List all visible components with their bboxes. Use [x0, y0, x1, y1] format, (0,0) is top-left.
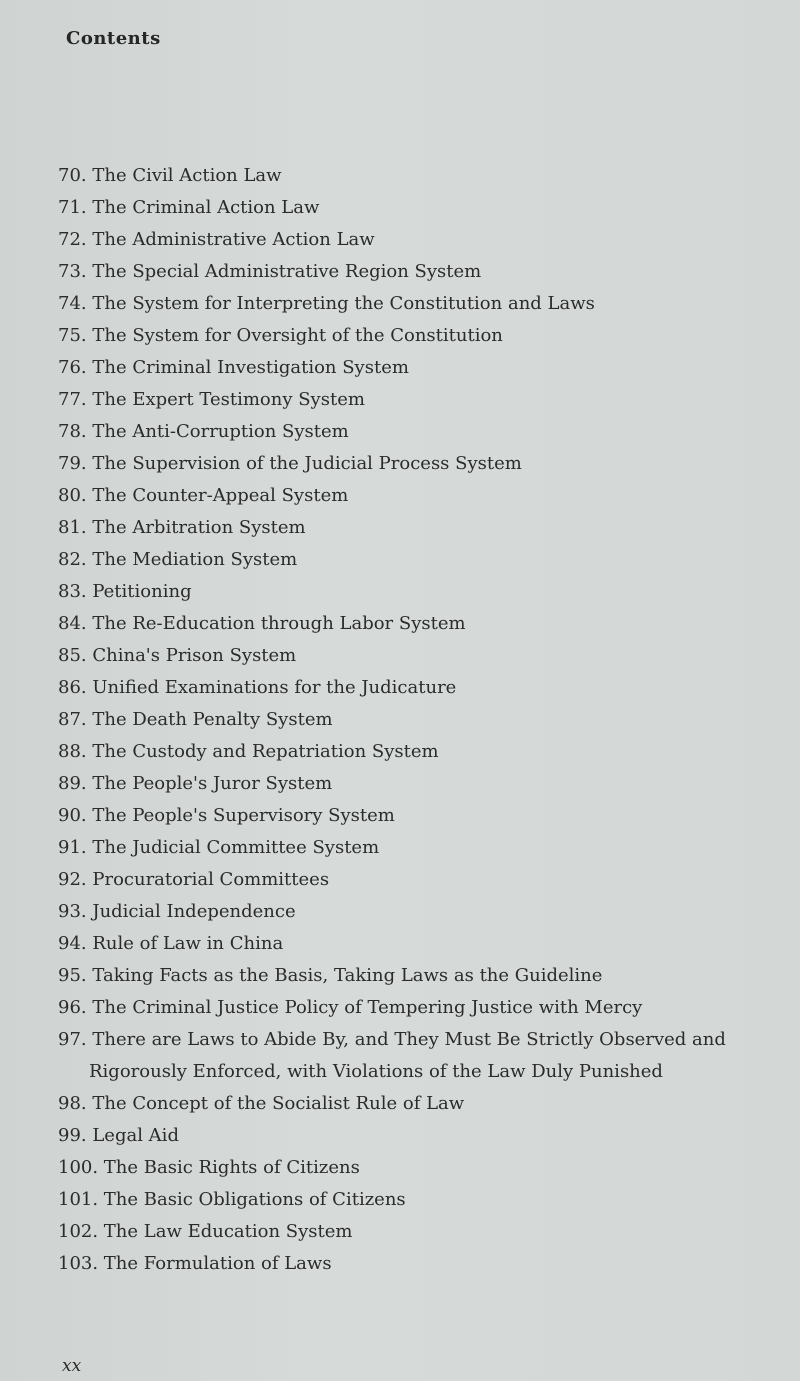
toc-item-89: 89. The People's Juror System — [58, 773, 333, 794]
toc-item-97: 97. There are Laws to Abide By, and They Must Be Strictly Observed and Rigorously Enforced, with Violations of the Law Duly Punished — [58, 1029, 726, 1082]
toc-item-83: 83. Petitioning — [58, 581, 192, 602]
toc-item-92: 92. Procuratorial Committees — [58, 869, 330, 890]
toc-item-71: 71. The Criminal Action Law — [58, 197, 320, 218]
toc-item-76: 76. The Criminal Investigation System — [58, 357, 409, 378]
toc-item-96: 96. The Criminal Justice Policy of Tempering Justice with Mercy — [58, 997, 643, 1018]
toc-item-82: 82. The Mediation System — [58, 549, 298, 570]
toc-item-78: 78. The Anti-Corruption System — [58, 421, 349, 442]
toc-item-91: 91. The Judicial Committee System — [58, 837, 380, 858]
toc-item-90: 90. The People's Supervisory System — [58, 805, 395, 826]
table-of-contents — [58, 160, 758, 1280]
toc-item-75: 75. The System for Oversight of the Constitution — [58, 325, 503, 346]
toc-item-81: 81. The Arbitration System — [58, 517, 306, 538]
toc-item-95: 95. Taking Facts as the Basis, Taking Laws as the Guideline — [58, 965, 603, 986]
toc-item-103: 103. The Formulation of Laws — [58, 1253, 332, 1274]
toc-item-94: 94. Rule of Law in China — [58, 933, 284, 954]
toc-item-102: 102. The Law Education System — [58, 1221, 353, 1242]
toc-item-85: 85. China's Prison System — [58, 645, 297, 666]
toc-item-100: 100. The Basic Rights of Citizens — [58, 1157, 360, 1178]
page-title: Contents — [66, 28, 161, 49]
toc-item-80: 80. The Counter-Appeal System — [58, 485, 349, 506]
toc-item-72: 72. The Administrative Action Law — [58, 229, 375, 250]
toc-item-74: 74. The System for Interpreting the Constitution and Laws — [58, 293, 595, 314]
toc-item-77: 77. The Expert Testimony System — [58, 389, 365, 410]
toc-item-79: 79. The Supervision of the Judicial Process System — [58, 453, 522, 474]
toc-item-73: 73. The Special Administrative Region System — [58, 261, 482, 282]
toc-item-98: 98. The Concept of the Socialist Rule of Law — [58, 1093, 465, 1114]
toc-item-87: 87. The Death Penalty System — [58, 709, 333, 730]
toc-item-88: 88. The Custody and Repatriation System — [58, 741, 439, 762]
toc-item-99: 99. Legal Aid — [58, 1125, 179, 1146]
toc-item-93: 93. Judicial Independence — [58, 901, 296, 922]
toc-item-84: 84. The Re-Education through Labor System — [58, 613, 466, 634]
toc-item-101: 101. The Basic Obligations of Citizens — [58, 1189, 406, 1210]
toc-item-70: 70. The Civil Action Law — [58, 165, 282, 186]
page-number: xx — [62, 1356, 82, 1376]
toc-item-86: 86. Unified Examinations for the Judicature — [58, 677, 457, 698]
